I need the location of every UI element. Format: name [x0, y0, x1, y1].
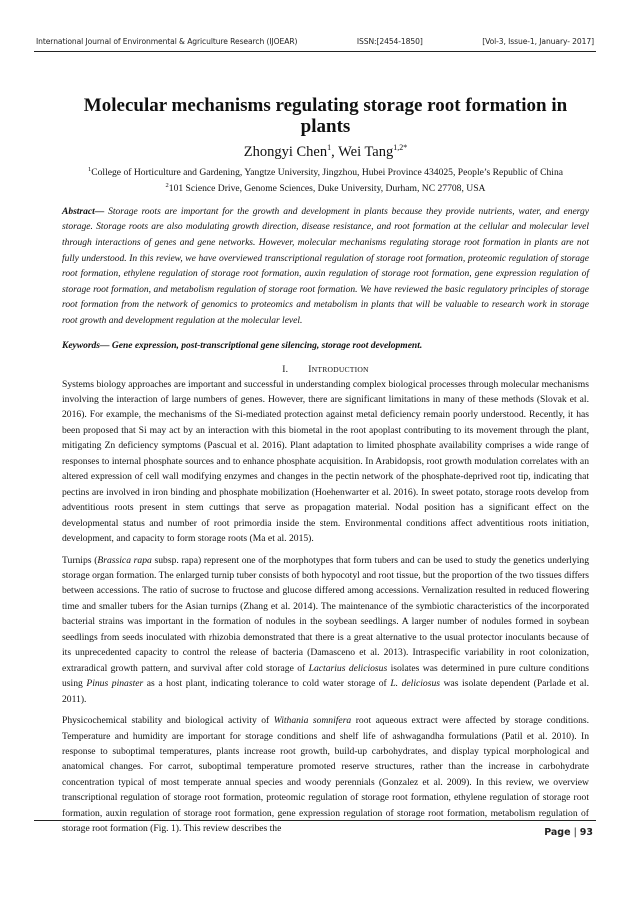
author-line — [62, 139, 589, 161]
keywords — [62, 339, 589, 354]
section-title-initial: I — [308, 363, 312, 375]
paragraph-1: Systems biology approaches are important and successful in understanding complex biological processes through molecular mechanisms involving the interaction of large numbers of genes. However, there are significant limitations in many of these methods (Slovak et al. 2016). For example, the mechanisms of the Si-mediated protection against metal deficiency remain poorly understood. Recently, it has been proposed that Si may act by an interaction with this biometal in the root apoplast contributing to its movement through the plant, mitigating Zn deficiency symptoms (Pascual et al. 2016). Plant adaptation to limited phosphate availability comprises a wide range of responses to internal phosphate sources and to enhance phosphate acquisition. In Arabidopsis, root growth modulation correlates with an altered expression of cell wall modifying enzymes and changes in the pectin network of the phosphate-deprived root tip, indicating that pectins are involved in iron binding and phosphate mobilization (Hoehenwarter et al. 2016). In sweet potato, storage roots develop from adventitious roots present in stem cuttings that serve as propagation material. Nodal position has a significant effect on the developmental status and number of root primordia inside the stem. Environmental conditions affect adventitious roots initiation, development, and capacity to form storage roots (Ma et al. 2015). — [62, 378, 589, 545]
author-2-affil: 1,2* — [393, 143, 408, 152]
paragraph-2-text-e: was isolate dependent (Parlade et al. 2011). — [62, 678, 589, 705]
paragraph-2-text-b: subsp. rapa) represent one of the morphotypes that form tubers and can be used to study the genetics underlying storage organ formation. The enlarged turnip tuber consists of both hypocotyl and root tissue, but the proportion of the two tissues differs between accessions. The ratio of sucrose to fructose and glucose differed among accessions. Vernalization resulted in reduced flowering time and smaller tubers for the Asian turnips (Zhang et al. 2014). The maintenance of the symbiotic characteristics of the incorporated bacterial strains was important in the formation of nodules in the soybean seedlings. A larger number of nodules formed in soybean seedlings from seeds inoculated with rhizobia demonstrated that there is a great alternative to the usual protector inoculants because of its unprecedented capacity to control the release of bacteria (Damasceno et al. 2013). Intraspecific variability in root colonization, extraradical growth pattern, and survival after cold storage of — [62, 554, 589, 674]
page-content — [62, 95, 589, 837]
species-name: Withania somnifera — [273, 715, 352, 727]
header-rule — [34, 51, 596, 52]
affiliation-2-text: 101 Science Drive, Genome Sciences, Duke University, Durham, NC 27708, USA — [168, 183, 486, 194]
keywords-label: Keywords— — [62, 341, 110, 352]
affiliation-2 — [62, 180, 589, 196]
paragraph-3-text-b: root aqueous extract were affected by storage conditions. Temperature and humidity are important for storage conditions and shelf life of ashwagandha formulations (Patil et al. 2010). In response to suboptimal temperatures, plants increase root growth, build-up carbohydrates, and display typical morphological and anatomical changes. For carrot, suboptimal temperature promoted reserve structures, rather than the increase in carbohydrate concentration typical of most temperate annual species and woody perennials (Gonzalez et al. 2009). In this review, we overview transcriptional regulation of storage root formation, proteomic regulation of storage root formation, ethylene regulation of storage root formation, auxin regulation of storage root formation, gene expression regulation of storage root formation, metabolism regulation of storage root formation (Fig. 1). This review describes the — [62, 715, 590, 835]
affiliation-2-mark: 2 — [165, 181, 169, 189]
author-1-affil: 1 — [327, 143, 332, 152]
section-heading — [62, 364, 589, 375]
page-number-value: 93 — [579, 827, 593, 838]
abstract-label: Abstract— — [62, 206, 105, 217]
keywords-text: Gene expression, post-transcriptional gene silencing, storage root development. — [109, 341, 423, 352]
page-separator: | — [573, 827, 577, 838]
volume-issue: [Vol-3, Issue-1, January- 2017] — [482, 37, 594, 46]
running-header — [36, 37, 594, 46]
species-name: Brassica rapa — [97, 554, 152, 566]
species-name: Pinus pinaster — [86, 678, 144, 690]
section-number: I. — [282, 363, 289, 375]
paragraph-2-text-c: isolates was determined in pure culture conditions using — [62, 662, 589, 690]
page-number — [544, 827, 593, 838]
abstract — [62, 205, 589, 330]
journal-name: International Journal of Environmental & Agriculture Research (IJOEAR) — [36, 37, 298, 46]
species-name: Lactarius deliciosus — [308, 662, 388, 674]
paper-title: Molecular mechanisms regulating storage root formation in plants — [83, 95, 568, 137]
paragraph-2 — [62, 553, 589, 708]
affiliation-1-mark: 1 — [87, 165, 92, 173]
footer-rule — [34, 820, 596, 821]
author-2: Wei Tang — [338, 143, 394, 160]
abstract-text: Storage roots are important for the growth and development in plants because they provide nutrients, water, and energy storage. Storage roots are also modulating growth direction, disease resistance, and root formation at the cellular and molecular level through interactions of genes and gene networks. However, molecular mechanisms regulating storage root formation in plants are not fully understood. In this review, we have overviewed transcriptional regulation of storage root formation, proteomic regulation of storage root formation, ethylene regulation of storage root formation, auxin regulation of storage root formation, gene expression regulation of storage root formation, and metabolism regulation of storage root formation. We have reviewed the basic regulatory principles of storage root formation from the network of genomics to proteomics and metabolism in plants that will be valuable to research work in storage root growth and development regulation at the molecular level. — [62, 206, 589, 326]
section-title — [308, 364, 368, 375]
paragraph-3-text-a: Physicochemical stability and biological activity of — [62, 715, 274, 727]
affiliation-1-text: College of Horticulture and Gardening, Yangtze University, Jingzhou, Hubei Province 434025, People’s Republic of China — [91, 167, 564, 179]
species-name: L. deliciosus — [390, 678, 440, 690]
author-1: Zhongyi Chen — [243, 143, 328, 160]
paragraph-2-text-a: Turnips ( — [62, 554, 98, 566]
affiliation-1 — [62, 164, 589, 180]
page-label: Page — [544, 827, 571, 838]
paragraph-2-text-d: as a host plant, indicating tolerance to cold water storage of — [143, 678, 391, 690]
section-title-rest: NTRODUCTION — [311, 364, 369, 374]
issn: ISSN:[2454-1850] — [356, 37, 423, 46]
author-separator: , — [331, 143, 339, 160]
paragraph-3 — [62, 713, 589, 837]
